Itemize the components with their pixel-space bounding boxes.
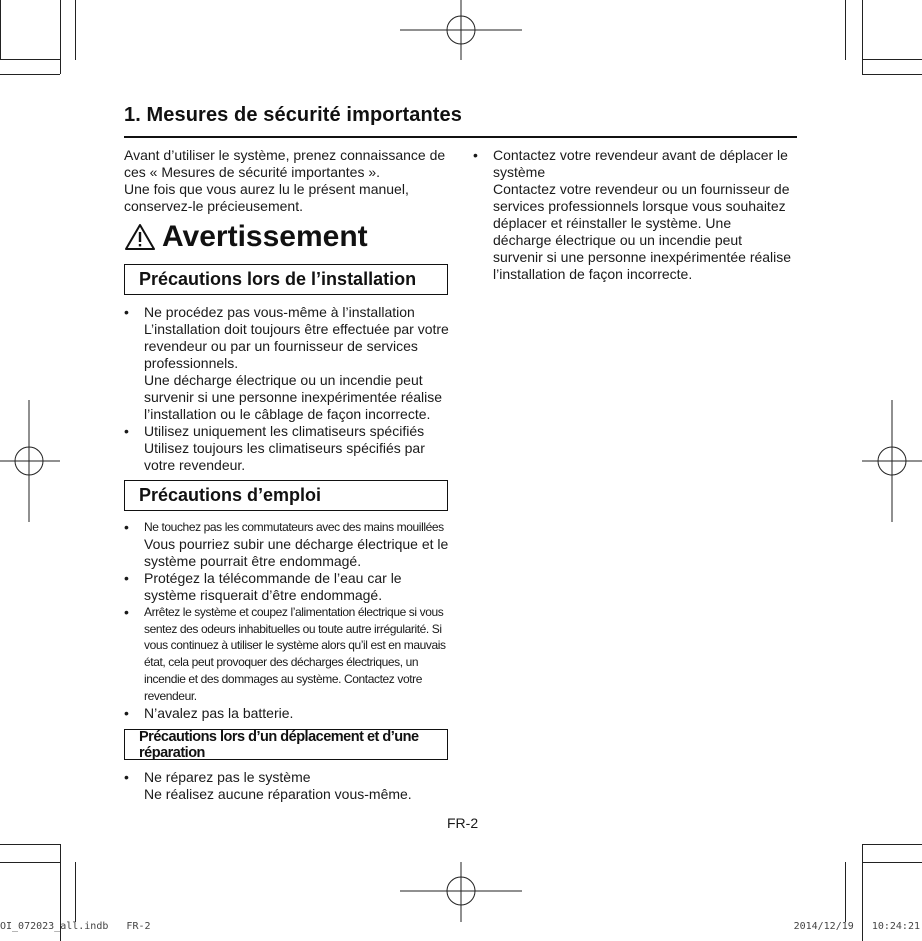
bullet-dot: •	[124, 769, 129, 785]
intro-text	[124, 147, 464, 215]
page-number: FR-2	[447, 815, 479, 831]
list-item-title: Utilisez uniquement les climatiseurs spécifiés	[144, 423, 425, 439]
list-item	[473, 147, 793, 283]
list-item	[124, 304, 454, 423]
list-item-title: Contactez votre revendeur avant de déplacer le système	[493, 147, 788, 180]
bullet-dot: •	[124, 519, 129, 535]
usage-heading: Précautions d’emploi	[124, 480, 448, 511]
right-column-list	[473, 147, 793, 283]
bullet-dot: •	[124, 423, 129, 439]
usage-list	[124, 519, 454, 722]
bullet-dot: •	[124, 704, 129, 721]
intro-line-2: Une fois que vous aurez lu le présent manuel, conservez-le précieusement.	[124, 181, 409, 214]
list-item-body: Contactez votre revendeur ou un fournisseur de services professionnels lorsque vous souhaitez déplacer et réinstaller le système. Une décharge électrique ou un incendie peut survenir si une personne inexpérimentée réalise l’installation de façon incorrecte.	[493, 181, 792, 282]
list-item	[124, 519, 454, 570]
bullet-dot: •	[124, 569, 129, 586]
list-item-body: Vous pourriez subir une décharge électrique et le système pourrait être endommagé.	[144, 535, 449, 569]
moving-heading: Précautions lors d’un déplacement et d’une réparation	[124, 729, 448, 760]
section-title: 1. Mesures de sécurité importantes	[124, 104, 462, 126]
list-item	[124, 423, 454, 474]
list-item-title: N’avalez pas la batterie.	[144, 704, 294, 721]
warning-heading	[124, 217, 368, 257]
warning-triangle-icon	[124, 223, 156, 251]
list-item-title: Ne touchez pas les commutateurs avec des mains mouillées	[144, 520, 444, 534]
list-item-title: Arrêtez le système et coupez l’alimentation électrique si vous sentez des odeurs inhabituelles ou toute autre irrégularité. Si vous continuez à utiliser le système alors qu’il est en mauvais état, cela peut provoquer des décharges électriques, un incendie et des dommages au système. Contactez votre revendeur.	[144, 604, 446, 703]
bullet-dot: •	[473, 147, 478, 163]
list-item	[124, 705, 454, 722]
title-rule	[124, 136, 797, 138]
list-item-body: L’installation doit toujours être effectuée par votre revendeur ou par un fournisseur de services professionnels.	[144, 321, 449, 371]
bullet-dot: •	[124, 304, 129, 320]
list-item	[124, 769, 454, 803]
list-item-body: Une décharge électrique ou un incendie peut survenir si une personne inexpérimentée réalise l’installation ou le câblage de façon incorrecte.	[144, 372, 443, 422]
installation-list	[124, 304, 454, 474]
registration-mark-left	[0, 400, 60, 522]
list-item	[124, 570, 454, 604]
list-item	[124, 604, 454, 705]
intro-line-1: Avant d’utiliser le système, prenez connaissance de ces « Mesures de sécurité importantes ».	[124, 147, 446, 180]
bullet-dot: •	[124, 603, 129, 620]
warning-label: Avertissement	[162, 220, 368, 253]
list-item-title: Ne réparez pas le système	[144, 769, 311, 785]
footer-file: OI_072023_all.indb FR-2	[0, 921, 151, 932]
registration-mark-bottom	[400, 862, 522, 922]
registration-mark-right	[862, 400, 922, 522]
list-item-title: Protégez la télécommande de l’eau car le système risquerait d’être endommagé.	[144, 569, 402, 603]
registration-mark-top	[400, 0, 522, 60]
footer-timestamp: 2014/12/19 10:24:21	[793, 921, 920, 932]
list-item-body: Ne réalisez aucune réparation vous-même.	[144, 786, 412, 802]
list-item-title: Ne procédez pas vous-même à l’installation	[144, 304, 415, 320]
moving-list	[124, 769, 454, 803]
list-item-body: Utilisez toujours les climatiseurs spécifiés par votre revendeur.	[144, 440, 425, 473]
installation-heading: Précautions lors de l’installation	[124, 264, 448, 295]
